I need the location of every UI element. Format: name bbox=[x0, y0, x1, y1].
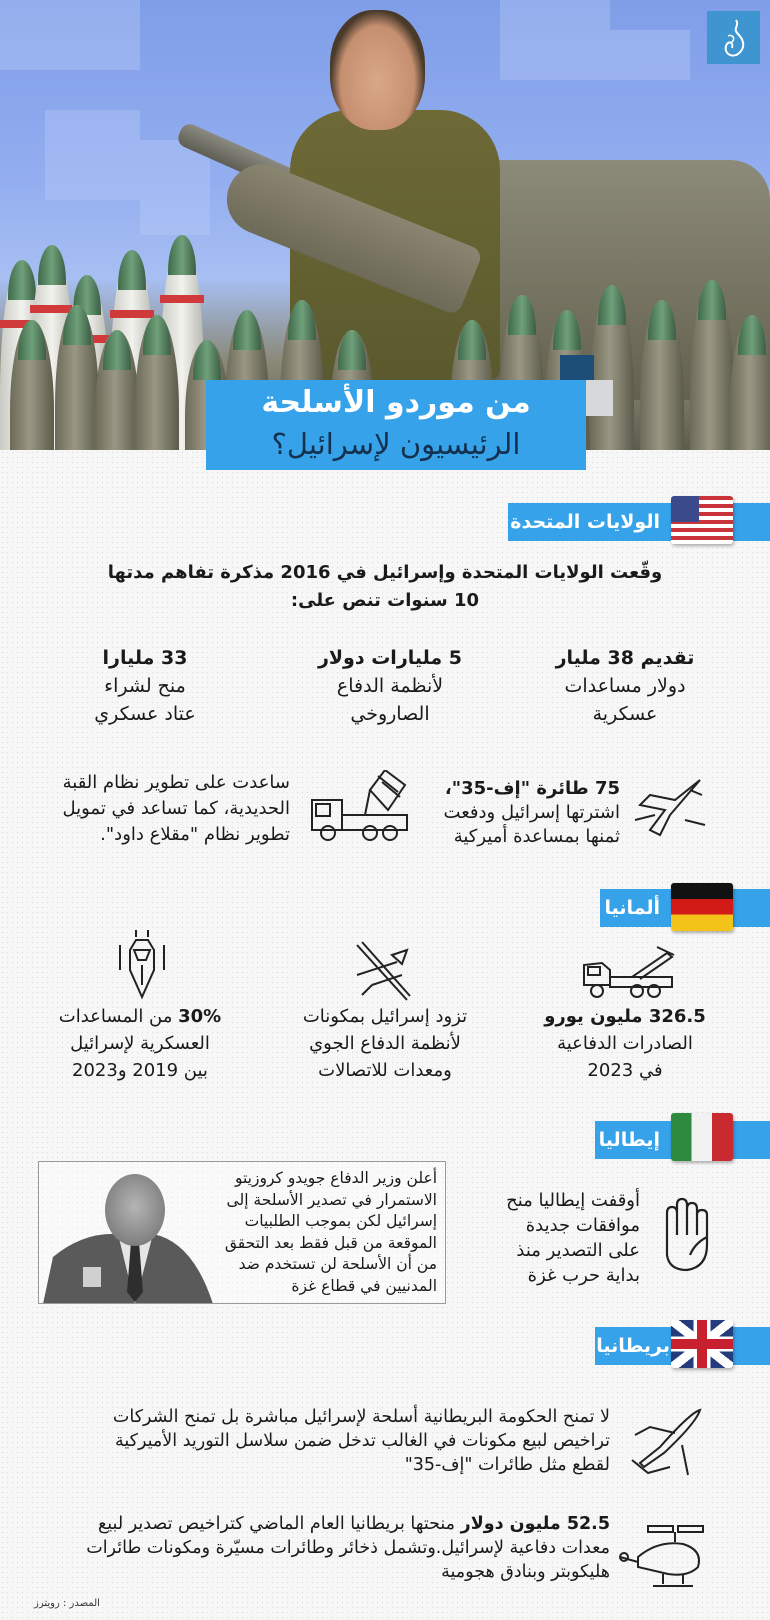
section-title-italy: إيطاليا bbox=[598, 1129, 660, 1151]
germany-share-text: 30% من المساعدات العسكرية لإسرائيل بين 2019 و2023 bbox=[58, 1006, 222, 1081]
usa-stat-5bn: 5 مليارات دولار لأنظمة الدفاع الصاروخي bbox=[317, 647, 463, 725]
jet-front-icon bbox=[116, 925, 168, 1000]
minister-photo bbox=[43, 1172, 218, 1304]
us-flag-icon bbox=[671, 496, 733, 544]
uk-flag-icon bbox=[671, 1320, 733, 1368]
page-title bbox=[206, 380, 586, 470]
missile-truck-icon bbox=[582, 945, 677, 1005]
italy-flag-icon bbox=[671, 1113, 733, 1161]
title-line-1: من موردو الأسلحة bbox=[261, 385, 531, 420]
italy-quote-text: أعلن وزير الدفاع جويدو كروزيتو الاستمرار في تصدير الأسلحة إلى إسرائيل لكن بموجب الطلبيات الموقعة من قبل فقط بعد التحقق من أن الأسلحة لن تستخدم ضد المدنيين في قطاع غزة bbox=[224, 1169, 437, 1295]
drone-icon bbox=[352, 940, 414, 1005]
logo-calligraphy-icon bbox=[718, 18, 750, 58]
germany-exports-text: 326.5 مليون يورو الصادرات الدفاعية في 2023 bbox=[544, 1006, 706, 1081]
helicopter-icon bbox=[618, 1522, 708, 1592]
usa-stat-38bn: تقديم 38 مليار دولار مساعدات عسكرية bbox=[555, 647, 695, 725]
source-credit: المصدر : رويترز bbox=[34, 1598, 100, 1609]
uk-exports-text: 52.5 مليون دولار منحتها بريطانيا العام الماضي كتراخيص تصدير لبيع معدات دفاعية لإسرائيل.وتشمل ذخائر وطائرات مسيّرة ومكونات طائرات هليكوبتر وبنادق هجومية bbox=[86, 1514, 610, 1582]
section-title-uk: بريطانيا bbox=[596, 1335, 670, 1357]
section-title-germany: ألمانيا bbox=[604, 897, 660, 919]
italy-quote-box bbox=[38, 1161, 446, 1304]
usa-stat-33bn: 33 مليارا منح لشراء عتاد عسكري bbox=[94, 647, 196, 725]
missile-launcher-truck-icon bbox=[310, 770, 415, 845]
uk-licenses-text: لا تمنح الحكومة البريطانية أسلحة لإسرائيل مباشرة بل تمنح الشركات تراخيص لبيع مكونات في الغالب تدخل ضمن سلاسل التوريد الأميركية لقطع مثل طائرات "إف-35" bbox=[112, 1407, 610, 1475]
usa-f35-text: 75 طائرة "إف-35"، اشترتها إسرائيل ودفعت ثمنها بمساعدة أميركية bbox=[443, 778, 620, 847]
stop-hand-icon bbox=[655, 1195, 715, 1275]
germany-components-text: تزود إسرائيل بمكونات لأنظمة الدفاع الجوي ومعدات للاتصالات bbox=[302, 1006, 468, 1081]
title-line-2: الرئيسيون لإسرائيل؟ bbox=[271, 427, 521, 461]
jet-icon bbox=[630, 1405, 710, 1480]
usa-iron-dome-text: ساعدت على تطوير نظام القبة الحديدية، كما تساعد في تمويل تطوير نظام "مقلاع داود". bbox=[62, 772, 290, 845]
section-title-usa: الولايات المتحدة bbox=[510, 511, 660, 533]
germany-flag-icon bbox=[671, 883, 733, 931]
usa-intro: وقّعت الولايات المتحدة وإسرائيل في 2016 مذكرة تفاهم مدتها 10 سنوات تنص على: bbox=[107, 562, 663, 611]
italy-halt-text: أوقفت إيطاليا منح موافقات جديدة على التصدير منذ بداية حرب غزة bbox=[506, 1190, 640, 1286]
al-jazeera-logo bbox=[707, 11, 760, 64]
fighter-jet-icon bbox=[630, 775, 710, 845]
